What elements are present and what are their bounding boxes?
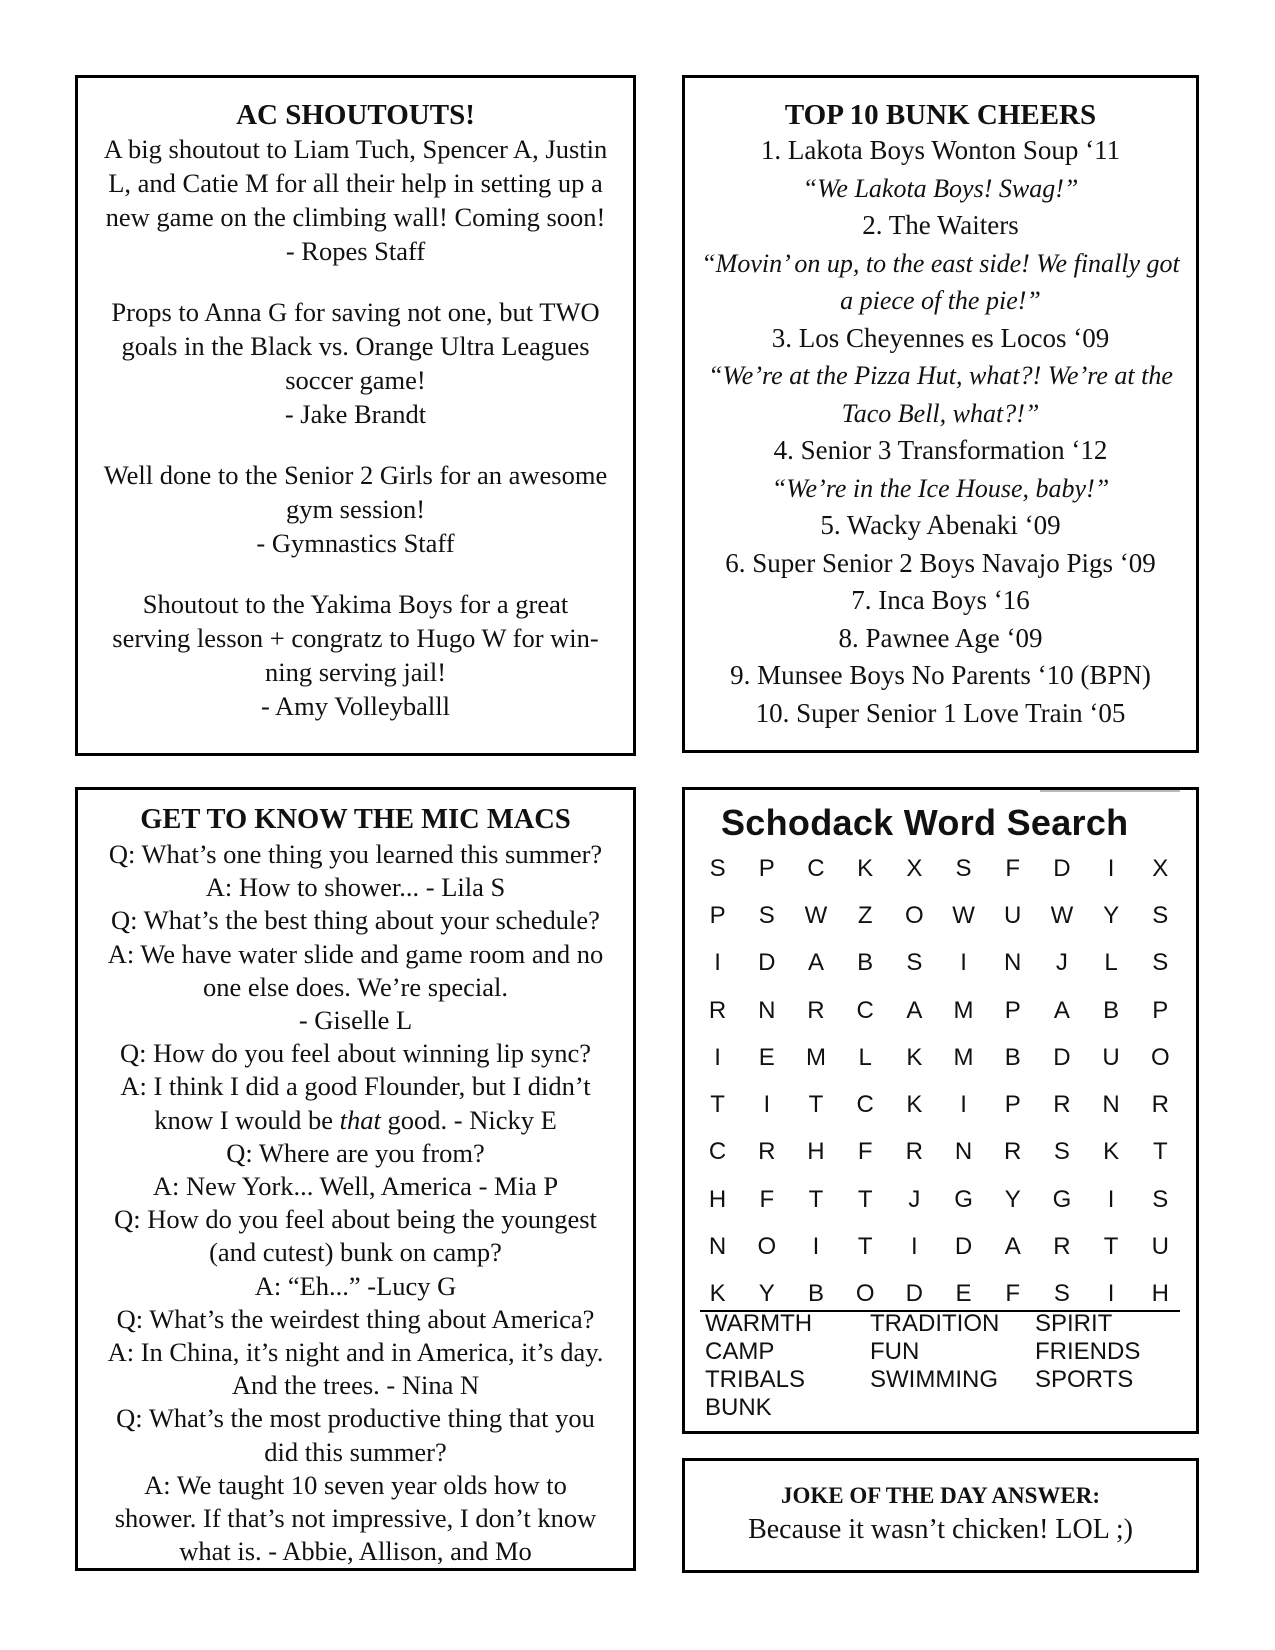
grid-letter: I [763, 1091, 771, 1119]
question-line: Q: How do you feel about winning lip sync? [119, 1038, 592, 1069]
grid-letter: H [1151, 1280, 1169, 1308]
grid-letter: K [709, 1280, 726, 1308]
grid-letter: T [857, 1233, 873, 1261]
grid-letter: I [812, 1233, 820, 1261]
question-line: Q: How do you feel about being the youngest [114, 1204, 597, 1235]
grid-letter: R [758, 1138, 776, 1166]
grid-letter: T [857, 1185, 873, 1213]
grid-letter: S [758, 901, 775, 929]
grid-letter: I [714, 949, 721, 977]
grid-letter: F [1005, 854, 1021, 882]
grid-letter: S [1152, 949, 1169, 977]
cheer-quote: “We’re at the Pizza Hut, what?! We’re at the [708, 361, 1173, 390]
bunk-cheers-list [685, 132, 1196, 732]
grid-letter: S [1152, 1185, 1169, 1213]
grid-letter: I [960, 1091, 967, 1119]
grid-letter: D [758, 949, 776, 977]
cheer-quote: a piece of the pie!” [840, 286, 1041, 315]
mic-macs-box [75, 787, 636, 1571]
grid-letter: W [952, 901, 975, 929]
grid-letter: E [955, 1280, 972, 1308]
grid-letter: K [857, 854, 874, 882]
grid-letter: R [1053, 1091, 1071, 1119]
grid-letter: O [1150, 1043, 1170, 1071]
word-search-box [682, 787, 1199, 1434]
cheer-entry: 9. Munsee Boys No Parents ‘10 (BPN) [730, 660, 1151, 690]
grid-letter: C [856, 1091, 874, 1119]
grid-letter: B [857, 949, 874, 977]
word-search-word-list [705, 1310, 1175, 1422]
grid-letter: T [1103, 1233, 1119, 1261]
grid-letter: G [954, 1185, 973, 1213]
grid-letter: I [960, 949, 967, 977]
grid-letter: D [954, 1233, 973, 1261]
question-line: Q: What’s the best thing about your schedule? [111, 905, 600, 936]
grid-letter: L [858, 1043, 872, 1071]
cheer-quote: “Movin’ on up, to the east side! We finally got [701, 248, 1180, 278]
grid-letter: S [955, 854, 972, 882]
grid-letter: T [808, 1091, 824, 1119]
grid-letter: T [1152, 1138, 1168, 1166]
shoutout-line: - Ropes Staff [285, 236, 426, 266]
grid-letter: N [758, 996, 776, 1024]
cheer-quote: “We’re in the Ice House, baby!” [771, 473, 1110, 503]
cheer-entry: 8. Pawnee Age ‘09 [838, 622, 1043, 653]
grid-letter: X [906, 854, 923, 882]
search-word: TRADITION [870, 1310, 1000, 1337]
shoutouts-list [78, 132, 633, 723]
joke-answer: Because it wasn’t chicken! LOL ;) [748, 1514, 1133, 1545]
question-line: Q: Where are you from? [226, 1137, 485, 1168]
cheer-entry: 1. Lakota Boys Wonton Soup ‘11 [760, 135, 1121, 165]
shoutout-line: L, and Catie M for all their help in setting up a [108, 168, 603, 198]
grid-letter: J [908, 1185, 921, 1213]
grid-letter: S [1152, 901, 1169, 929]
grid-letter: U [1151, 1233, 1169, 1261]
grid-letter: R [807, 996, 825, 1024]
grid-letter: T [808, 1185, 824, 1213]
grid-letter: Y [1004, 1185, 1021, 1213]
shoutout-line: A big shoutout to Liam Tuch, Spencer A, Justin [103, 134, 608, 164]
shoutout-line: serving lesson + congratz to Hugo W for win- [112, 623, 599, 653]
grid-letter: M [953, 996, 974, 1024]
grid-letter: I [911, 1233, 918, 1261]
joke-box [682, 1458, 1199, 1573]
grid-letter: D [1053, 854, 1071, 882]
search-word: WARMTH [705, 1310, 813, 1337]
grid-letter: R [905, 1138, 924, 1166]
grid-letter: I [714, 1043, 721, 1071]
shoutout-line: soccer game! [285, 365, 426, 395]
shoutout-line: - Gymnastics Staff [256, 528, 455, 558]
grid-letter: F [857, 1138, 873, 1166]
grid-letter: J [1055, 949, 1068, 977]
answer-line: shower. If that’s not impressive, I don’t know [114, 1503, 597, 1534]
grid-letter: I [1107, 1185, 1115, 1213]
search-word: FRIENDS [1035, 1338, 1141, 1365]
grid-letter: T [710, 1091, 725, 1119]
answer-line: did this summer? [264, 1436, 447, 1467]
grid-letter: A [906, 996, 923, 1024]
question-line: Q: What’s one thing you learned this summer? [108, 839, 603, 869]
grid-letter: R [1004, 1138, 1022, 1166]
grid-letter: G [1052, 1185, 1072, 1213]
grid-letter: D [905, 1280, 924, 1308]
grid-letter: A [1053, 996, 1070, 1024]
shoutout-line: - Jake Brandt [284, 399, 427, 429]
search-word: FUN [870, 1338, 920, 1365]
cheer-entry: 7. Inca Boys ‘16 [851, 585, 1030, 615]
shoutouts-box [75, 75, 636, 756]
grid-letter: S [906, 949, 923, 977]
grid-letter: P [709, 901, 726, 929]
grid-letter: O [757, 1233, 777, 1261]
grid-letter: H [708, 1185, 727, 1213]
question-line: Q: What’s the most productive thing that you [116, 1403, 595, 1434]
search-word: SWIMMING [870, 1366, 998, 1393]
shoutout-line: Props to Anna G for saving not one, but TWO [111, 297, 600, 327]
shoutout-item [78, 587, 633, 723]
grid-letter: C [856, 996, 874, 1024]
word-search-grid [693, 845, 1183, 1318]
bunk-cheers-title: TOP 10 BUNK CHEERS [784, 99, 1097, 131]
grid-letter: R [1151, 1091, 1169, 1119]
cheer-quote: Taco Bell, what?!” [841, 398, 1040, 428]
shoutouts-title: AC SHOUTOUTS! [236, 99, 475, 131]
cheer-entry: 2. The Waiters [862, 210, 1019, 240]
joke-title: JOKE OF THE DAY ANSWER: [780, 1483, 1101, 1508]
grid-letter: O [855, 1280, 875, 1308]
grid-letter: W [804, 901, 828, 929]
grid-letter: L [1104, 949, 1118, 977]
search-word: BUNK [705, 1394, 772, 1421]
grid-letter: B [1103, 996, 1120, 1024]
shoutout-item [78, 458, 633, 560]
mic-macs-interview [78, 838, 633, 1568]
grid-letter: R [1053, 1233, 1071, 1261]
grid-letter: P [758, 854, 775, 882]
grid-letter: U [1102, 1043, 1120, 1071]
grid-letter: U [1004, 901, 1022, 929]
grid-letter: Y [758, 1280, 775, 1308]
grid-letter: M [953, 1043, 974, 1071]
grid-letter: I [1107, 854, 1115, 882]
grid-letter: X [1152, 854, 1169, 882]
grid-letter: S [1053, 1138, 1070, 1166]
shoutout-item [78, 295, 633, 431]
grid-letter: N [708, 1233, 727, 1261]
search-word: SPIRIT [1035, 1310, 1113, 1337]
grid-letter: C [807, 854, 825, 882]
answer-line: A: How to shower... - Lila S [205, 872, 506, 903]
answer-line: A: We have water slide and game room and no [107, 938, 604, 969]
answer-line: - Giselle L [298, 1005, 413, 1036]
search-word: TRIBALS [705, 1366, 806, 1393]
grid-letter: K [1103, 1138, 1120, 1166]
cheer-entry: 5. Wacky Abenaki ‘09 [820, 510, 1061, 540]
search-word: CAMP [705, 1338, 775, 1365]
grid-letter: A [807, 949, 824, 977]
shoutout-item [78, 132, 633, 268]
grid-letter: F [759, 1185, 775, 1213]
grid-letter: D [1053, 1043, 1071, 1071]
cheer-entry: 10. Super Senior 1 Love Train ‘05 [755, 697, 1126, 728]
bunk-cheers-box [682, 75, 1199, 753]
grid-letter: E [758, 1043, 775, 1071]
cheer-quote: “We Lakota Boys! Swag!” [802, 173, 1079, 203]
word-search-top-rule [1040, 790, 1180, 792]
answer-line: A: We taught 10 seven year olds how to [144, 1469, 567, 1500]
shoutout-line: Well done to the Senior 2 Girls for an awesome [103, 460, 608, 490]
grid-letter: N [1004, 949, 1022, 977]
shoutout-line: goals in the Black vs. Orange Ultra Leagues [121, 331, 590, 361]
grid-letter: B [807, 1280, 824, 1308]
answer-line: know I would be that good. - Nicky E [154, 1104, 557, 1135]
mic-macs-title: GET TO KNOW THE MIC MACS [140, 804, 571, 835]
grid-letter: I [1107, 1280, 1115, 1308]
answer-line: one else does. We’re special. [203, 971, 508, 1002]
cheer-entry: 3. Los Cheyennes es Locos ‘09 [771, 322, 1110, 353]
grid-letter: P [1152, 996, 1169, 1024]
answer-line: And the trees. - Nina N [231, 1370, 480, 1401]
shoutout-line: gym session! [285, 494, 426, 524]
grid-letter: K [906, 1091, 923, 1119]
shoutout-line: - Amy Volleyballl [261, 691, 450, 721]
cheer-entry: 6. Super Senior 2 Boys Navajo Pigs ‘09 [725, 547, 1156, 578]
grid-letter: M [805, 1043, 826, 1071]
cheer-entry: 4. Senior 3 Transformation ‘12 [773, 435, 1108, 465]
shoutout-line: new game on the climbing wall! Coming soon! [105, 202, 606, 232]
grid-letter: O [905, 901, 924, 929]
shoutout-line: Shoutout to the Yakima Boys for a great [142, 589, 569, 619]
grid-letter: W [1050, 901, 1074, 929]
grid-letter: A [1004, 1233, 1021, 1261]
answer-line: (and cutest) bunk on camp? [209, 1237, 502, 1268]
grid-letter: H [807, 1138, 825, 1166]
grid-letter: Y [1103, 901, 1120, 929]
answer-line: A: I think I did a good Flounder, but I didn’t [120, 1071, 591, 1102]
grid-letter: P [1004, 1091, 1021, 1119]
grid-letter: R [708, 996, 727, 1024]
answer-line: A: “Eh...” -Lucy G [254, 1270, 457, 1301]
answer-line: A: In China, it’s night and in America, it’s day. [107, 1337, 604, 1368]
grid-letter: N [1102, 1091, 1120, 1119]
emphasis-word: that [339, 1104, 381, 1135]
search-word: SPORTS [1035, 1366, 1134, 1393]
word-search-title: Schodack Word Search [721, 802, 1129, 843]
grid-letter: C [708, 1138, 727, 1166]
answer-line: A: New York... Well, America - Mia P [152, 1171, 559, 1202]
grid-letter: K [906, 1043, 923, 1071]
grid-letter: B [1004, 1043, 1021, 1071]
grid-letter: Z [857, 901, 873, 929]
grid-letter: N [954, 1138, 973, 1166]
grid-letter: F [1005, 1280, 1021, 1308]
grid-letter: S [709, 854, 726, 882]
question-line: Q: What’s the weirdest thing about America? [116, 1303, 595, 1334]
grid-letter: S [1053, 1280, 1070, 1308]
shoutout-line: ning serving jail! [264, 657, 447, 687]
grid-letter: P [1004, 996, 1021, 1024]
answer-line: what is. - Abbie, Allison, and Mo [179, 1536, 532, 1567]
